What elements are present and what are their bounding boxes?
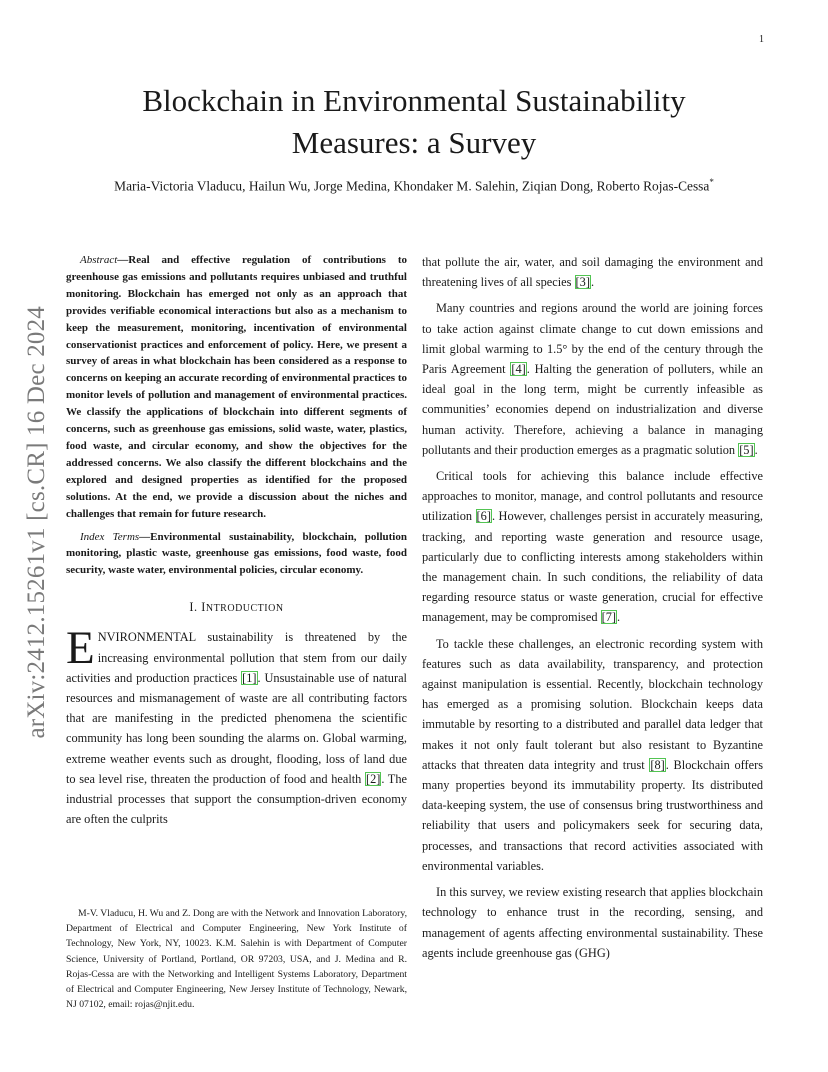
intro-p3-c: . [617, 610, 621, 625]
intro-p1-a: NVIRONMENTAL sustainability is threatened by the increasing environmental pollution that stem from our daily activities and production practices [66, 630, 407, 685]
page-number: 1 [759, 34, 764, 45]
section-title-rest: NTRODUCTION [205, 603, 284, 615]
abstract-text: —Real and effective regulation of contributions to greenhouse gas emissions and pollutants requires unbiased and truthful monitoring. Blockchain has emerged not only as an approach that provides verifiable economical interactions but also as a mechanism to keep the measurement, monitoring, incentivation of environmental conservationist practices and enforcement of policy. Here, we present a survey of areas in what blockchain has been considered as a response to concerns on keeping an accurate recording of environmental practices to monitor levels of pollution and management of environmental practices. We classify the applications of blockchain into different segments of concerns, such as greenhouse gas emissions, solid waste, water, plastics, food waste, and circular economy, and show the objectives for the addressed concerns. We also classify the different blockchains and the explored and designed properties as identified for the proposed solutions. At the end, we provide a discussion about the niches and challenges that remain for future research. [66, 254, 407, 520]
drop-cap: E [66, 622, 95, 675]
section-first-letter: I [201, 600, 206, 615]
abstract [66, 252, 407, 523]
title-line-2: Measures: a Survey [291, 125, 537, 160]
citation-link-8[interactable]: [8] [650, 757, 665, 772]
intro-p5: In this survey, we review existing research that applies blockchain technology to enhance trust in the recording, sensing, and management of agents affecting environmental sustainability. These agents include greenhouse gas (GHG) [422, 885, 763, 960]
intro-paragraph-1 [66, 622, 408, 829]
intro-p1-b: . Unsustainable use of natural resources and mismanagement of waste are all contributing factors that are manifesting in the predicted phenomena the scientific community has long been sounding the alarms on. Global warming, extreme weather events such as drought, flooding, loss of land due to sea level rise, threaten the production of food and health [66, 670, 407, 786]
arxiv-identifier-stamp [24, 285, 50, 760]
intro-p1-c: . The industrial processes that support the consumption-driven economy are often the culprits [66, 771, 408, 827]
intro-p2-a: Many countries and regions around the world are joining forces to take action against climate change to cut down emissions and limit global warming to 1.5° by the end of the century through the Paris Agreement [422, 301, 763, 377]
citation-link-4[interactable]: [4] [511, 362, 526, 377]
author-affiliation-footnote: M-V. Vladucu, H. Wu and Z. Dong are with the Network and Innovation Laboratory, Department of Electrical and Computer Engineering, New York Institute of Technology, New York, NY, 10023. K.M. Salehin is with Department of Computer Science, University of Portland, Portland, OR 97203, USA, and J. Medina and R. Rojas-Cessa are with the Networking and Intelligent Systems Laboratory, Department of Electrical and Computer Engineering, New Jersey Institute of Technology, Newark, NJ 07102, email: rojas@njit.edu. [66, 908, 407, 1011]
citation-link-6[interactable]: [6] [476, 509, 491, 524]
corresponding-author-mark: * [709, 177, 714, 187]
intro-p2-c: . [754, 442, 758, 457]
arxiv-identifier-text: arXiv:2412.15261v1 [cs.CR] 16 Dec 2024 [23, 306, 50, 739]
intro-p1-e: . [590, 275, 595, 290]
intro-paragraph-5 [422, 882, 763, 963]
intro-p4-b: . Blockchain offers many properties beyond its immutability property. Its distributed data-keeping system, the use of consensus bring trustworthiness and reliability that users and policymakers seek for securing data, processes, and transactions that record activities associated with environmental variables. [422, 757, 764, 873]
citation-link-3[interactable]: [3] [575, 275, 590, 290]
authors-text: Maria-Victoria Vladucu, Hailun Wu, Jorge Medina, Khondaker M. Salehin, Ziqian Dong, Roberto Rojas-Cessa [114, 178, 710, 194]
section-numeral: I. [189, 600, 202, 615]
citation-link-1[interactable]: [1] [242, 670, 257, 685]
intro-p1-d: that pollute the air, water, and soil damaging the environment and threatening lives of all species [422, 255, 763, 290]
abstract-label: Abstract [80, 254, 118, 266]
section-heading-introduction [66, 597, 407, 619]
intro-p3-a: Critical tools for achieving this balance include effective approaches to monitor, manage, and control pollutants and resource utilization [422, 469, 763, 524]
index-terms-label: Index Terms [80, 530, 140, 543]
paper-title [0, 80, 828, 164]
citation-link-5[interactable]: [5] [739, 442, 754, 457]
index-terms [66, 529, 407, 580]
intro-paragraph-1-continued [422, 252, 763, 292]
intro-paragraph-4 [422, 634, 763, 876]
title-line-1: Blockchain in Environmental Sustainability [142, 83, 686, 118]
left-column [66, 252, 407, 835]
intro-paragraph-3 [422, 466, 763, 628]
intro-paragraph-2 [422, 298, 763, 460]
citation-link-2[interactable]: [2] [365, 771, 381, 786]
citation-link-7[interactable]: [7] [601, 610, 616, 625]
index-terms-text: —Environmental sustainability, blockchain, pollution monitoring, plastic waste, greenhouse gas emissions, food waste, food security, waste water, environmental policies, circular economy. [66, 530, 407, 577]
author-list [60, 177, 768, 194]
right-column [422, 252, 763, 969]
intro-p4-a: To tackle these challenges, an electronic recording system with features such as data availability, transparency, and protection against manipulation is essential. Recently, blockchain technology has emerged as a promising solution. Blockchain keeps data immutable by resorting to a distributed and parallel data ledger that makes it not only fault tolerant but also resistant to Byzantine attacks that threaten data integrity and trust [422, 636, 763, 772]
intro-p2-b: . Halting the generation of polluters, while an ideal goal in the long term, might be currently infeasible as communities’ economies depend on industrialization and diverse human activity. Therefore, achieving a balance in managing pollutants and their production emerges as a pragmatic solution [422, 362, 763, 457]
intro-p3-b: . However, challenges persist in accurately measuring, tracking, and reporting waste generation and resource usage, particularly due to conflicting interests among stakeholders within the management chain. In such conditions, the reliability of data regarding resource status or waste generation, crucial for effective management, may be compromised [422, 509, 763, 625]
